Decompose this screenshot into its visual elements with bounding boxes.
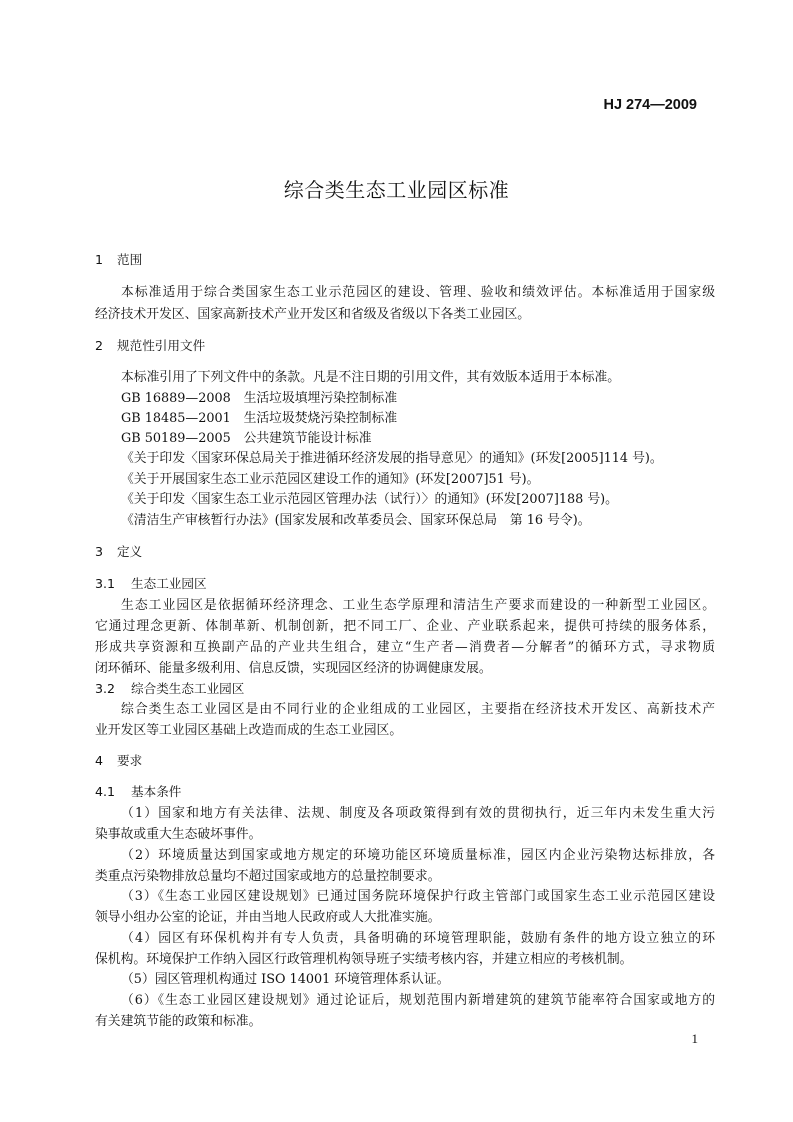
- condition-line: 类重点污染物排放总量均不超过国家或地方的总量控制要求。: [95, 869, 441, 884]
- reference-item: GB 16889—2008 生活垃圾填埋污染控制标准: [121, 391, 398, 406]
- section-3-heading: [95, 541, 142, 560]
- page-title: 综合类生态工业园区标准: [283, 178, 510, 202]
- condition-line: （6）《生态工业园区建设规划》通过论证后，规划范围内新增建筑的建筑节能率符合国家或地方的: [121, 993, 715, 1008]
- section-title: 规范性引用文件: [117, 338, 206, 353]
- section-1-heading: [95, 249, 142, 268]
- condition-line: 领导小组办公室的论证，并由当地人民政府或人大批准实施。: [95, 910, 441, 925]
- reference-item: GB 18485—2001 生活垃圾焚烧污染控制标准: [121, 411, 398, 426]
- subsection-3-2-heading: [95, 678, 244, 697]
- subsection-4-1-heading: [95, 781, 181, 800]
- reference-item: 《关于印发〈国家生态工业示范园区管理办法（试行）〉的通知》(环发[2007]188 号)。: [121, 492, 618, 507]
- paragraph-line: 本标准适用于综合类国家生态工业示范园区的建设、管理、验收和绩效评估。本标准适用于国家级: [121, 285, 715, 300]
- section-number: 4: [95, 753, 104, 768]
- condition-line: 染事故或重大生态破坏事件。: [95, 827, 262, 842]
- section-title: 范围: [117, 252, 143, 267]
- paragraph-line: 综合类生态工业园区是由不同行业的企业组成的工业园区，主要指在经济技术开发区、高新技术产: [121, 702, 715, 717]
- condition-line: （5）园区管理机构通过 ISO 14001 环境管理体系认证。: [121, 972, 450, 987]
- paragraph-line: 闭环循环、能量多级利用、信息反馈，实现园区经济的协调健康发展。: [95, 661, 492, 676]
- reference-item: 《关于开展国家生态工业示范园区建设工作的通知》(环发[2007]51 号)。: [121, 472, 540, 487]
- section-4-heading: [95, 750, 142, 769]
- condition-line: 保机构。环境保护工作纳入园区行政管理机构领导班子实绩考核内容，并建立相应的考核机制。: [95, 952, 633, 967]
- section-2-heading: [95, 335, 205, 354]
- reference-item: GB 50189—2005 公共建筑节能设计标准: [121, 431, 372, 446]
- page-number: 1: [691, 1031, 698, 1046]
- subsection-title: 基本条件: [131, 784, 182, 799]
- section-number: 1: [95, 252, 104, 267]
- condition-line: （2）环境质量达到国家或地方规定的环境功能区环境质量标准，园区内企业污染物达标排放，各: [121, 848, 715, 863]
- standard-code: HJ 274—2009: [603, 97, 697, 113]
- subsection-number: 3.2: [95, 681, 116, 696]
- condition-line: （3）《生态工业园区建设规划》已通过国务院环境保护行政主管部门或国家生态工业示范园区建设: [121, 889, 715, 904]
- condition-line: （4）园区有环保机构并有专人负责，具备明确的环境管理职能，鼓励有条件的地方设立独立的环: [121, 931, 715, 946]
- section-number: 2: [95, 338, 104, 353]
- paragraph-line: 本标准引用了下列文件中的条款。凡是不注日期的引用文件，其有效版本适用于本标准。: [121, 370, 621, 385]
- section-title: 要求: [117, 753, 143, 768]
- paragraph-line: 业开发区等工业园区基础上改造而成的生态工业园区。: [95, 723, 403, 738]
- section-title: 定义: [117, 544, 143, 559]
- reference-item: 《关于印发〈国家环保总局关于推进循环经济发展的指导意见〉的通知》(环发[2005]114 号)。: [121, 451, 663, 466]
- subsection-title: 生态工业园区: [131, 576, 207, 591]
- paragraph-line: 它通过理念更新、体制革新、机制创新，把不同工厂、企业、产业联系起来，提供可持续的服务体系，: [95, 619, 715, 634]
- reference-item: 《清洁生产审核暂行办法》(国家发展和改革委员会、国家环保总局 第 16 号令)。: [121, 513, 591, 528]
- condition-line: （1）国家和地方有关法律、法规、制度及各项政策得到有效的贯彻执行，近三年内未发生重大污: [121, 806, 715, 821]
- subsection-title: 综合类生态工业园区: [131, 681, 245, 696]
- paragraph-line: 生态工业园区是依据循环经济理念、工业生态学原理和清洁生产要求而建设的一种新型工业园区。: [121, 598, 715, 613]
- subsection-number: 3.1: [95, 576, 116, 591]
- subsection-3-1-heading: [95, 573, 207, 592]
- condition-line: 有关建筑节能的政策和标准。: [95, 1014, 262, 1029]
- subsection-number: 4.1: [95, 784, 116, 799]
- paragraph-line: 形成共享资源和互换副产品的产业共生组合，建立“生产者—消费者—分解者”的循环方式，寻求物质: [95, 640, 715, 655]
- paragraph-line: 经济技术开发区、国家高新技术产业开发区和省级及省级以下各类工业园区。: [95, 307, 531, 322]
- section-number: 3: [95, 544, 104, 559]
